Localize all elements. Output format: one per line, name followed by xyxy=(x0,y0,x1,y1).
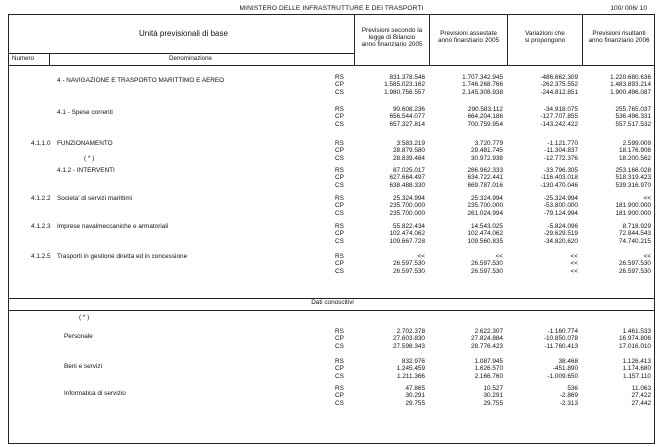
numero-header: Numero xyxy=(12,55,35,62)
col-header-variazioni: Variazioni che si propongono xyxy=(524,30,566,44)
denominazione-header: Denominazione xyxy=(169,55,212,62)
row-type-codes: RS CP CS xyxy=(335,195,344,217)
value-assestate: 3.720.779 29.481.745 30.972.938 xyxy=(471,140,503,162)
value-assestate: 14.543.025 102.474.062 109.560.835 xyxy=(467,223,503,245)
row-label: 4.1 - Spese correnti xyxy=(57,109,113,116)
row-label: Societa' di servizi marittimi xyxy=(57,195,133,202)
col-header-bilancio: Previsioni secondo la legge di Bilancio anno finanziario 2005 xyxy=(361,27,423,48)
info-value-risultanti: 1.461.533 16.974.806 17.016.010 xyxy=(619,328,651,350)
info-label: Informatica di servizio xyxy=(64,390,126,397)
info-value-assestate: 1.087.945 1.626.570 2.166.760 xyxy=(474,358,503,380)
value-assestate: << 26.597.530 26.597.530 xyxy=(471,253,503,275)
info-value-assestate: 2.622.307 27.824.884 28.776.423 xyxy=(471,328,503,350)
row-type-codes: RS CP CS xyxy=(335,223,344,245)
info-type-codes: RS CP CS xyxy=(335,385,344,407)
value-assestate: 1.707.342.945 1.746.268.766 2.145.308.938 xyxy=(462,74,503,96)
row-code: 4.1.2.5 xyxy=(31,253,51,260)
section-dati-conoscitivi: Dati conoscitivi xyxy=(311,299,354,306)
col-header-assestate: Previsioni assestate anno finanziario 2005 xyxy=(437,30,500,44)
value-variazioni: -34.918.075 -127.707.855 -143.242.422 xyxy=(540,106,578,128)
value-bilancio: 55.822.434 102.474.062 109.667.728 xyxy=(389,223,425,245)
value-bilancio: 87.025.017 627.664.497 638.488.330 xyxy=(389,167,425,189)
value-bilancio: 25.324.994 235.700.000 235.700.000 xyxy=(389,195,425,217)
row-label: 4.1.2 - INTERVENTI xyxy=(57,167,115,174)
value-assestate: 25.324.994 235.700.000 261.024.994 xyxy=(467,195,503,217)
value-variazioni: -486.662.309 -262.375.552 -244.812.851 xyxy=(540,74,578,96)
info-value-bilancio: 47.865 30.291 29.755 xyxy=(405,385,425,407)
info-value-variazioni: -1.160.774 -10.850.078 -11.760.413 xyxy=(543,328,578,350)
value-bilancio: 831.378.546 1.585.023.162 1.980.756.557 xyxy=(384,74,425,96)
value-variazioni: -5.824.096 -29.629.519 -34.820.620 xyxy=(543,223,578,245)
info-value-variazioni: 38.468 -451.890 -1.009.650 xyxy=(547,358,578,380)
row-label: Imprese navalmeccaniche e armatoriali xyxy=(57,223,169,230)
info-value-bilancio: 832.976 1.245.459 1.211.366 xyxy=(396,358,425,380)
info-value-variazioni: 536 -2.869 -2.313 xyxy=(559,385,578,407)
info-value-assestate: 10.527 30.291 29.755 xyxy=(483,385,503,407)
info-value-bilancio: 2.702.378 27.603.830 27.598.343 xyxy=(393,328,425,350)
value-risultanti: 8.718.929 72.844.543 74.740.215 xyxy=(619,223,651,245)
value-variazioni: << << << xyxy=(570,253,578,275)
budget-table xyxy=(8,14,655,444)
info-value-risultanti: 11.063 27.422 27.442 xyxy=(631,385,651,407)
value-assestate: 286.962.333 634.722.441 669.787.016 xyxy=(467,167,503,189)
info-label: Beni e servizi xyxy=(64,363,103,370)
value-risultanti: 253.166.028 518.319.423 539.316.970 xyxy=(615,167,651,189)
row-code: 4.1.2.2 xyxy=(31,195,51,202)
value-bilancio: << 26.597.530 26.597.530 xyxy=(393,253,425,275)
row-type-codes: RS CP CS xyxy=(335,74,344,96)
row-label: 4 - NAVIGAZIONE E TRASPORTO MARITTIMO E AEREO xyxy=(57,77,225,84)
info-label-note: ( * ) xyxy=(79,314,90,321)
info-type-codes: RS CP CS xyxy=(335,328,344,350)
row-code: 4.1.1.0 xyxy=(31,140,51,147)
row-type-codes: RS CP CS xyxy=(335,253,344,275)
row-label-note: ( * ) xyxy=(84,155,95,162)
value-risultanti: 2.599.009 18.176.908 18.200.562 xyxy=(619,140,651,162)
col-header-risultanti: Previsioni risultanti anno finanziario 2006 xyxy=(588,30,650,44)
value-variazioni: -1.121.770 -11.304.837 -12.772.376 xyxy=(543,140,578,162)
row-type-codes: RS CP CS xyxy=(335,140,344,162)
info-label: Personale xyxy=(64,333,93,340)
value-bilancio: 3.583.219 28.879.580 28.839.484 xyxy=(393,140,425,162)
value-risultanti: 255.765.037 536.496.331 557.517.532 xyxy=(615,106,651,128)
row-type-codes: RS CP CS xyxy=(335,167,344,189)
ministry-title: MINISTERO DELLE INFRASTRUTTURE E DEI TRASPORTI xyxy=(239,5,424,12)
unit-title: Unità previsionali di base xyxy=(139,29,228,38)
value-variazioni: -33.796.305 -116.403.018 -130.470.046 xyxy=(540,167,578,189)
value-variazioni: -25.324.994 -53.800.000 -79.124.994 xyxy=(543,195,578,217)
value-risultanti: 1.220.680.636 1.483.893.214 1.900.496.087 xyxy=(610,74,651,96)
page-reference: 100/ 006/ 10 xyxy=(610,5,647,12)
value-bilancio: 90.608.236 656.544.077 657.327.814 xyxy=(389,106,425,128)
row-code: 4.1.2.3 xyxy=(31,223,51,230)
row-label: Trasporti in gestione diretta ed in concessione xyxy=(57,253,188,260)
row-label: FUNZIONAMENTO xyxy=(57,140,113,147)
value-risultanti: << 181.900.000 181.900.000 xyxy=(615,195,651,217)
value-assestate: 290.583.112 664.204.186 700.759.954 xyxy=(467,106,503,128)
value-risultanti: << 26.597.530 26.597.530 xyxy=(619,253,651,275)
info-type-codes: RS CP CS xyxy=(335,358,344,380)
info-value-risultanti: 1.126.413 1.174.680 1.157.110 xyxy=(622,358,651,380)
row-type-codes: RS CP CS xyxy=(335,106,344,128)
